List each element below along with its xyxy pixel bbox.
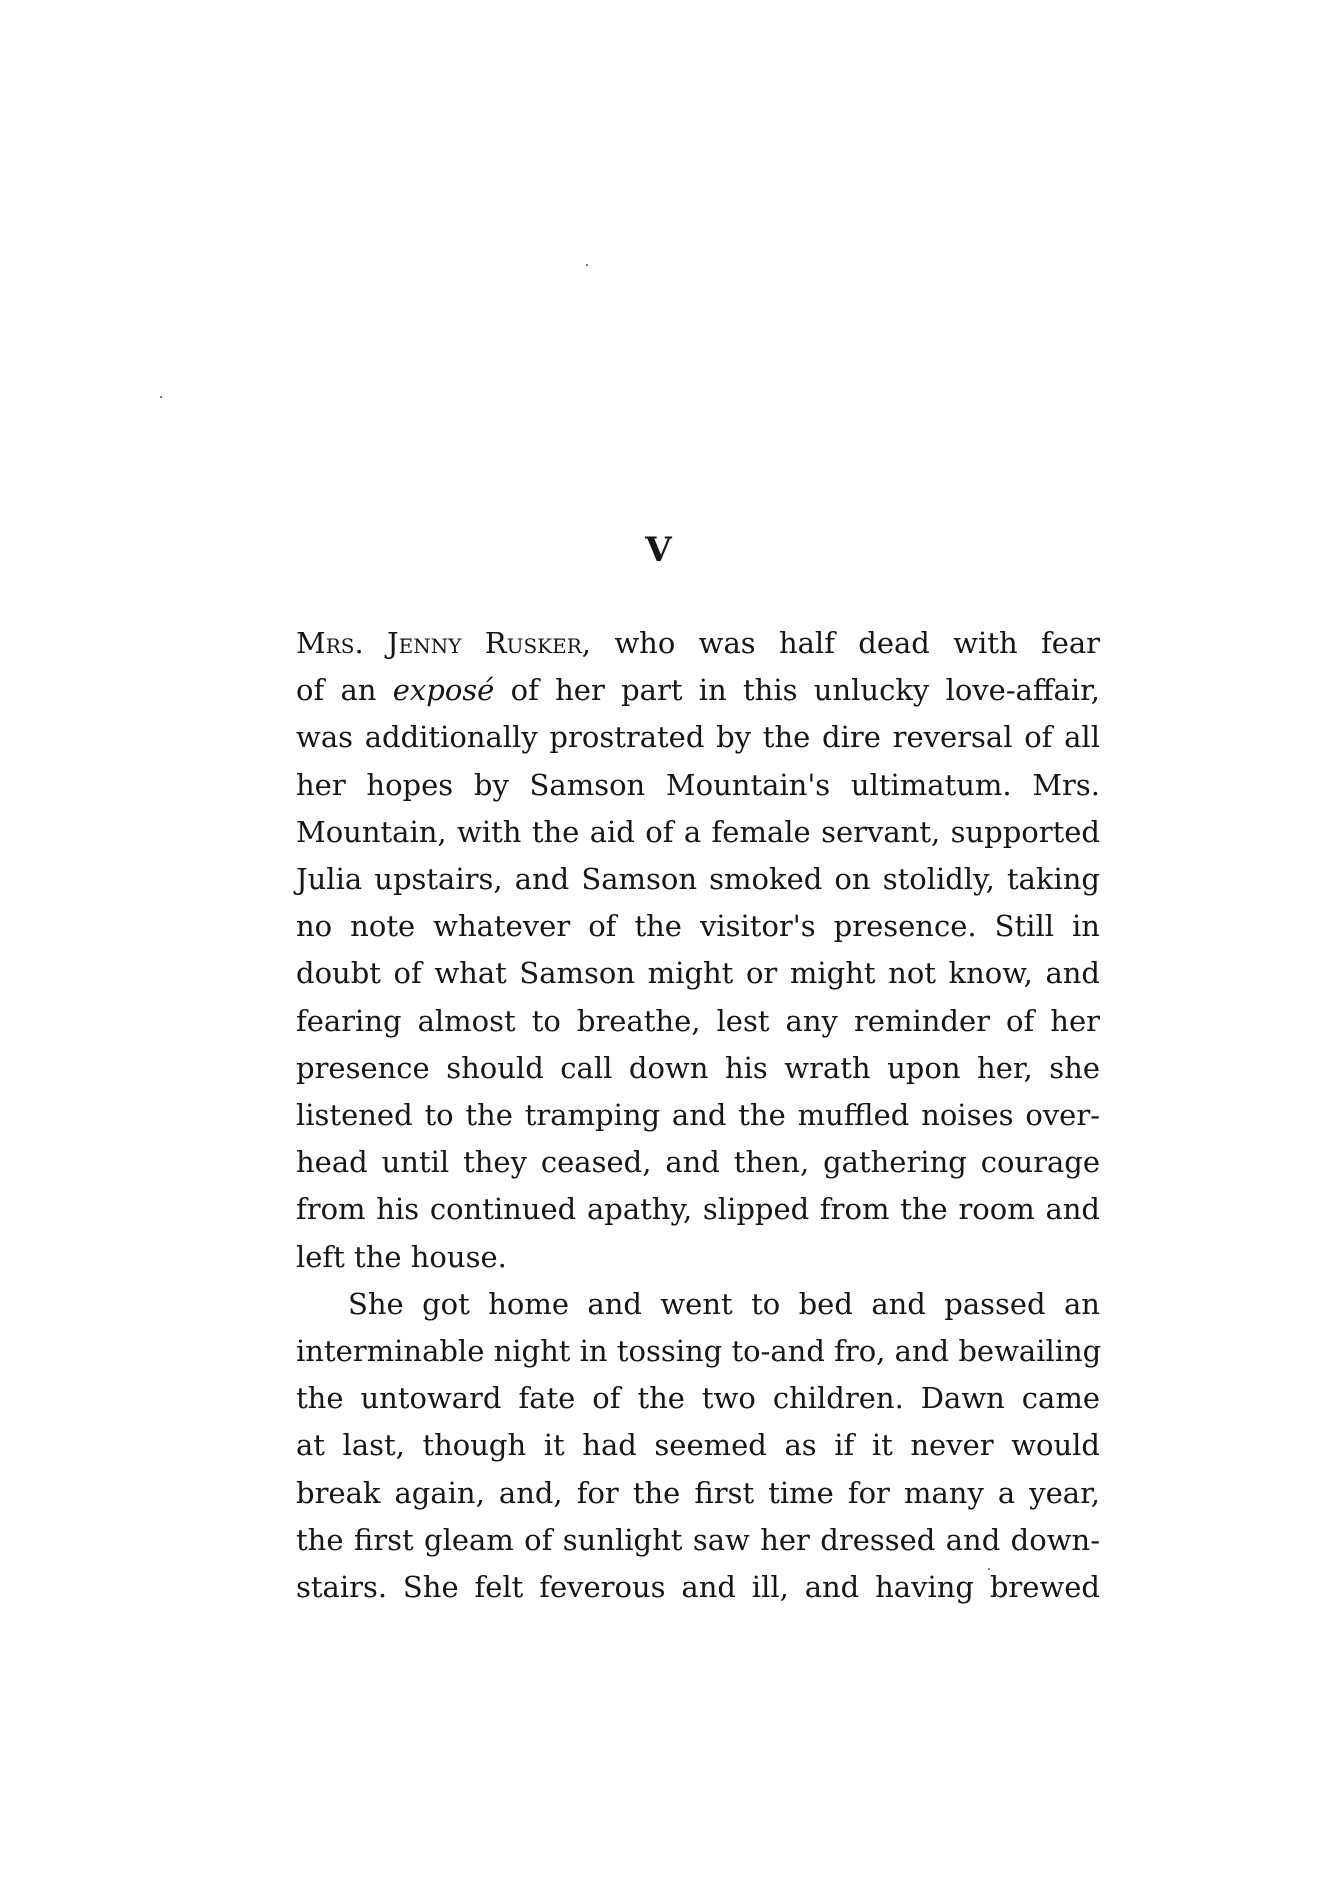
text-line: Mountain, with the aid of a female servant, supported [296,814,1100,849]
paragraph-2 [296,1281,1100,1611]
text-line: Mrs. Jenny Rusker, who was half dead with fear [296,626,1101,660]
text-line: head until they ceased, and then, gathering courage [296,1145,1100,1180]
text-line: break again, and, for the first time for many a year, [296,1475,1100,1510]
text-line: stairs. She felt feverous and ill, and having brewed [296,1570,1100,1605]
text-line: presence should call down his wrath upon her, she [296,1050,1100,1085]
text-line: from his continued apathy, slipped from the room and [296,1192,1100,1227]
text-line: fearing almost to breathe, lest any reminder of her [296,1003,1100,1038]
text-line: her hopes by Samson Mountain's ultimatum. Mrs. [296,767,1100,802]
italic-word: exposé [392,673,495,708]
text-line: left the house. [296,1239,507,1274]
character-name: Mrs. Jenny Rusker [296,626,582,660]
paragraph-1 [296,620,1100,1281]
text-line: was additionally prostrated by the dire reversal of all [296,720,1100,755]
body-text [296,620,1100,1611]
text-line: Julia upstairs, and Samson smoked on stolidly, taking [296,862,1100,897]
chapter-number: V [645,530,673,570]
text-line: the untoward fate of the two children. Dawn came [296,1381,1100,1416]
text-line: listened to the tramping and the muffled noises over- [296,1098,1100,1133]
text-line: no note whatever of the visitor's presence. Still in [296,909,1100,944]
text-line: interminable night in tossing to-and fro, and bewailing [296,1334,1102,1369]
paper-speck [160,396,162,398]
text-line: of an exposé of her part in this unlucky love-affair, [296,673,1100,708]
text-line: doubt of what Samson might or might not know, and [296,956,1100,991]
text-line: the first gleam of sunlight saw her dressed and down- [296,1522,1100,1557]
text-line: She got home and went to bed and passed an [348,1286,1100,1321]
text-line: at last, though it had seemed as if it never would [296,1428,1100,1463]
paper-speck [586,264,588,266]
